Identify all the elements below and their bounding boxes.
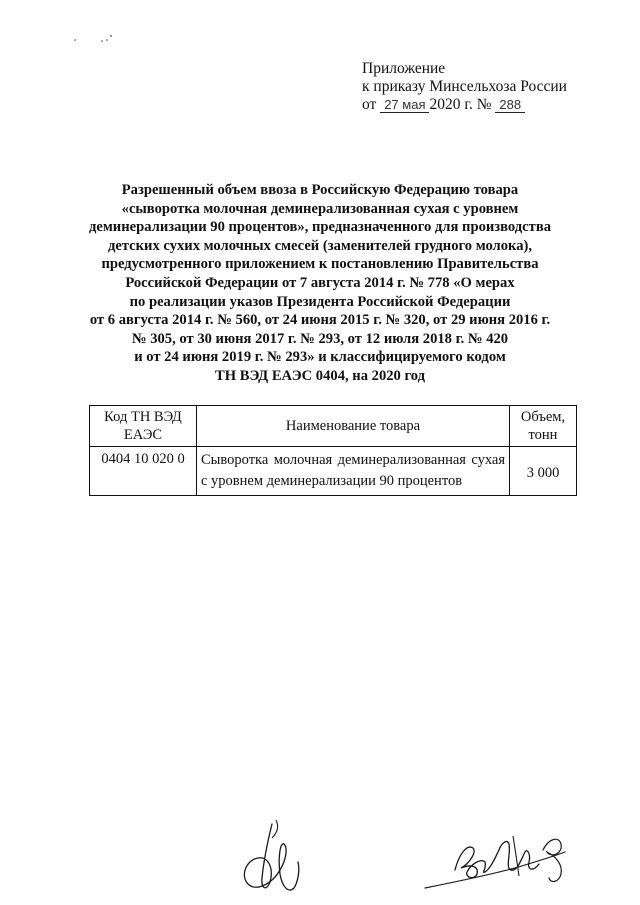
table-row (90, 447, 577, 496)
order-number-handwritten: 288 (495, 97, 525, 113)
cell-volume: 3 000 (510, 447, 577, 496)
cell-name: Сыворотка молочная деминерализованная сухая с уровнем деминерализации 90 процентов (197, 447, 510, 496)
table-header-row (90, 406, 577, 447)
order-year: 2020 г. № (429, 96, 492, 113)
heading-line: «сыворотка молочная деминерализованная сухая с уровнем (121, 200, 519, 217)
heading-line: № 305, от 30 июня 2017 г. № 293, от 12 июля 2018 г. № 420 (131, 330, 509, 347)
appendix-title: Приложение (362, 60, 446, 77)
column-header-volume: Объем, тонн (510, 406, 577, 447)
goods-table (89, 405, 577, 496)
signature-left-icon (228, 818, 318, 900)
cell-code: 0404 10 020 0 (90, 447, 197, 496)
heading-line: Российской Федерации от 7 августа 2014 г. № 778 «О мерах (125, 274, 515, 291)
appendix-date-line (362, 96, 567, 114)
heading-line: детских сухих молочных смесей (заменителей грудного молока), (107, 237, 533, 254)
signature-right-icon (415, 828, 585, 898)
heading-line: ТН ВЭД ЕАЭС 0404, на 2020 год (214, 367, 426, 384)
heading-line: Разрешенный объем ввоза в Российскую Федерацию товара (121, 182, 519, 198)
column-header-code: Код ТН ВЭД ЕАЭС (90, 406, 197, 447)
heading-line: от 6 августа 2014 г. № 560, от 24 июня 2015 г. № 320, от 29 июня 2016 г. (89, 312, 551, 329)
appendix-order-reference: к приказу Минсельхоза России (362, 78, 567, 95)
heading-line: и от 24 июня 2019 г. № 293» и классифицируемого кодом (134, 349, 506, 366)
order-date-handwritten: 27 мая (380, 97, 429, 113)
heading-line: предусмотренного приложением к постановлению Правительства (101, 256, 539, 273)
appendix-block (362, 60, 567, 114)
document-heading (80, 181, 560, 386)
date-prefix: от (362, 96, 377, 113)
heading-line: по реализации указов Президента Российской Федерации (129, 293, 511, 310)
column-header-name: Наименование товара (197, 406, 510, 447)
scan-specks-decoration (72, 30, 122, 44)
heading-line: деминерализации 90 процентов», предназначенного для производства (89, 219, 551, 236)
